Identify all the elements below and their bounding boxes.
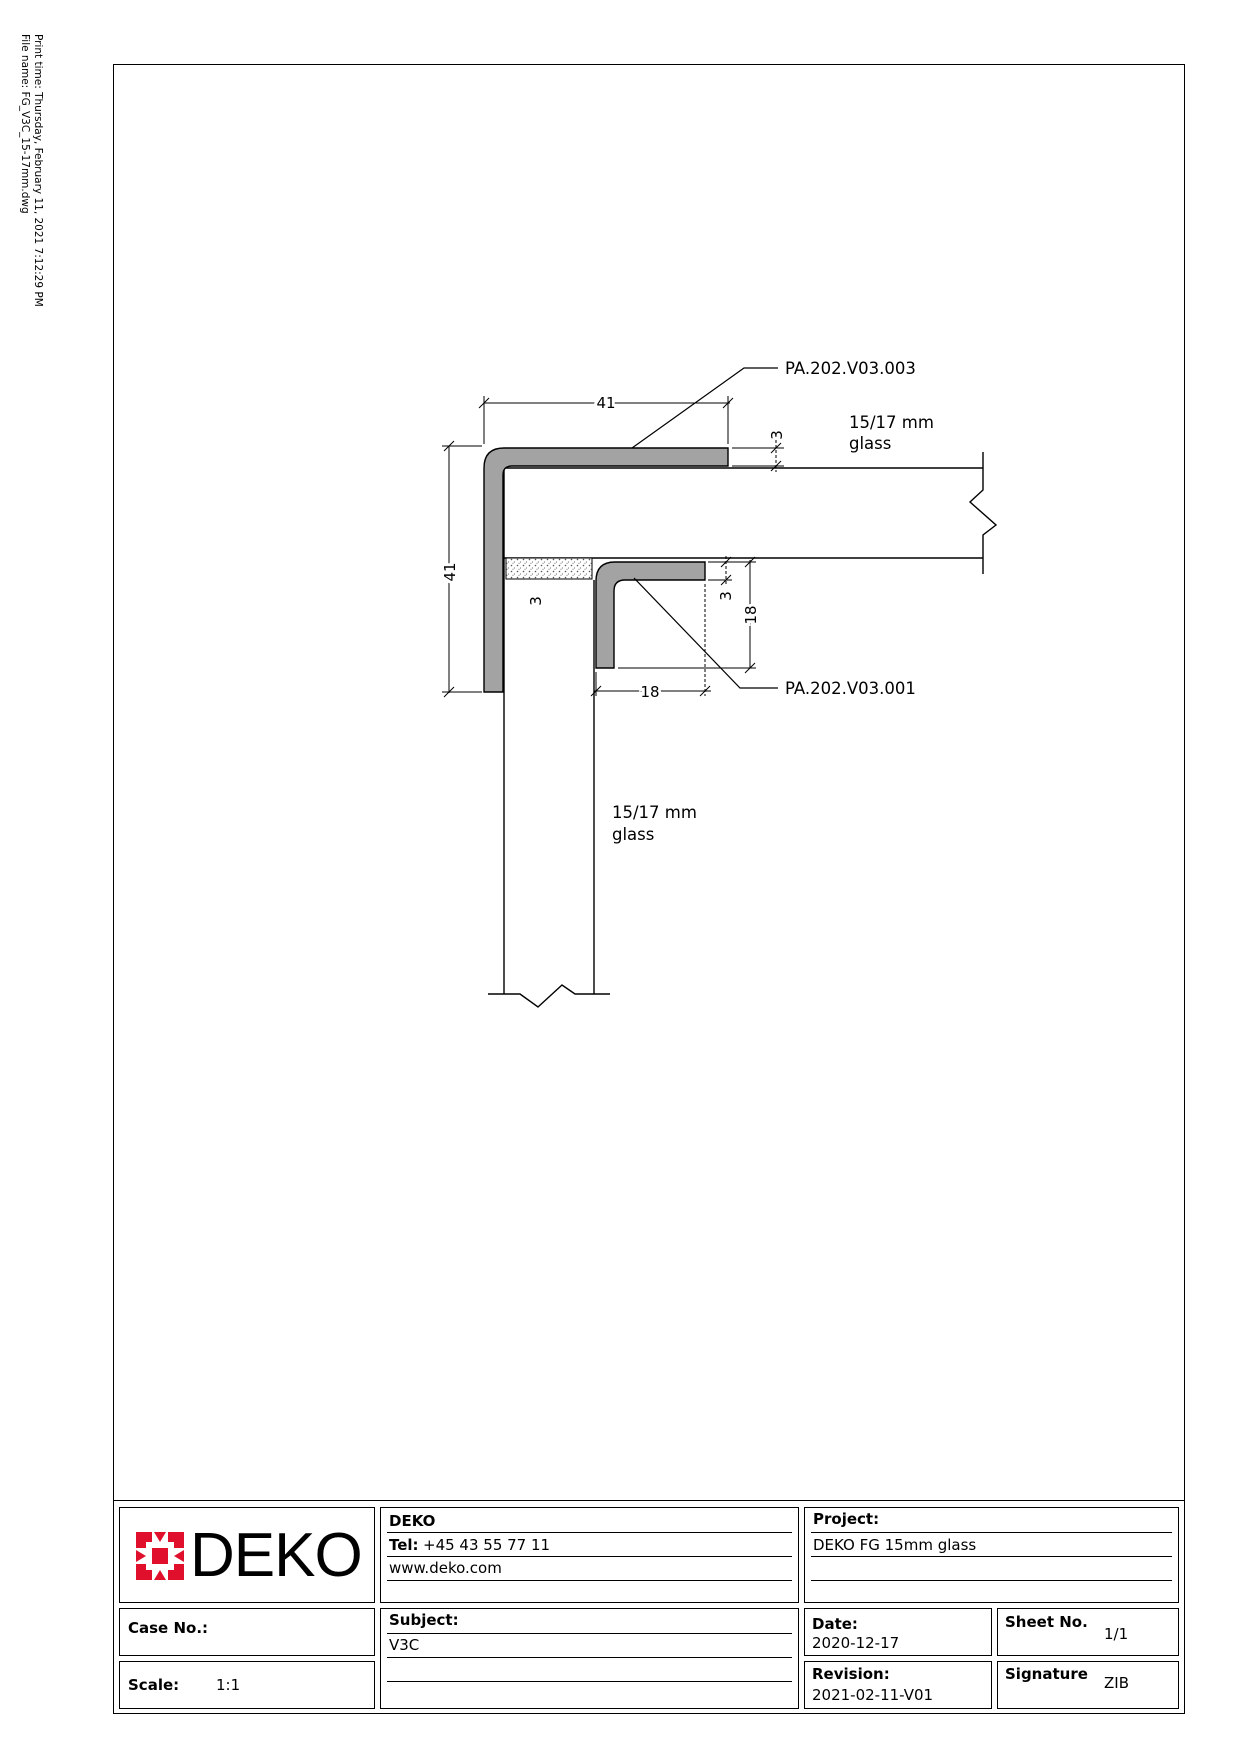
deko-logo-text: DEKO xyxy=(190,1521,362,1590)
project-value: DEKO FG 15mm glass xyxy=(813,1536,977,1554)
sheet-value: 1/1 xyxy=(1104,1625,1129,1643)
title-block xyxy=(113,1500,1185,1714)
glass-horizontal-label-2: glass xyxy=(849,434,892,453)
date-value: 2020-12-17 xyxy=(812,1634,900,1652)
inner-profile-label: PA.202.V03.001 xyxy=(785,679,916,698)
dim-top-thickness: 3 xyxy=(768,430,786,440)
dim-left-thickness: 3 xyxy=(527,596,545,606)
project-cell xyxy=(804,1507,1179,1603)
revision-value: 2021-02-11-V01 xyxy=(812,1686,934,1704)
date-cell xyxy=(804,1608,992,1656)
subject-cell xyxy=(380,1608,799,1709)
sheet-label: Sheet No. xyxy=(1005,1613,1088,1631)
dim-top-width: 41 xyxy=(596,394,616,412)
project-label: Project: xyxy=(813,1510,880,1528)
file-name-text: File name: FG_V3C_15-17mm.dwg xyxy=(19,34,31,214)
tel-value: +45 43 55 77 11 xyxy=(423,1536,551,1554)
inner-profile xyxy=(596,562,705,668)
glass-vertical-label-1: 15/17 mm xyxy=(612,803,697,822)
signature-value: ZIB xyxy=(1104,1674,1129,1692)
tel-label: Tel: xyxy=(389,1536,419,1554)
gasket-strip xyxy=(506,558,592,579)
scale-label: Scale: xyxy=(128,1676,180,1694)
dim-inner-height: 18 xyxy=(742,605,760,625)
glass-vertical-label-2: glass xyxy=(612,825,655,844)
subject-label: Subject: xyxy=(389,1611,459,1629)
scale-cell xyxy=(119,1661,375,1709)
print-time-text: Print time: Thursday, February 11, 2021 7:12:29 PM xyxy=(32,34,44,307)
company-name: DEKO xyxy=(389,1512,436,1530)
revision-cell xyxy=(804,1661,992,1709)
sheet-number-cell xyxy=(997,1608,1179,1656)
horizontal-glass-pane xyxy=(504,452,996,574)
revision-label: Revision: xyxy=(812,1665,890,1683)
date-label: Date: xyxy=(812,1615,858,1633)
scale-value: 1:1 xyxy=(216,1676,241,1694)
case-number-cell xyxy=(119,1608,375,1656)
dim-inner-thickness: 3 xyxy=(717,591,735,601)
signature-cell xyxy=(997,1661,1179,1709)
case-label: Case No.: xyxy=(128,1619,209,1637)
signature-label: Signature xyxy=(1005,1665,1088,1683)
company-cell xyxy=(380,1507,799,1603)
logo-cell xyxy=(119,1507,375,1603)
deko-logo-mark xyxy=(136,1532,184,1580)
top-profile-label: PA.202.V03.003 xyxy=(785,359,916,378)
glass-horizontal-label-1: 15/17 mm xyxy=(849,413,934,432)
website-text: www.deko.com xyxy=(389,1559,502,1577)
subject-value: V3C xyxy=(389,1636,420,1654)
dim-left-height: 41 xyxy=(441,562,459,582)
dim-inner-width: 18 xyxy=(640,683,660,701)
vertical-glass-pane xyxy=(488,468,610,1007)
